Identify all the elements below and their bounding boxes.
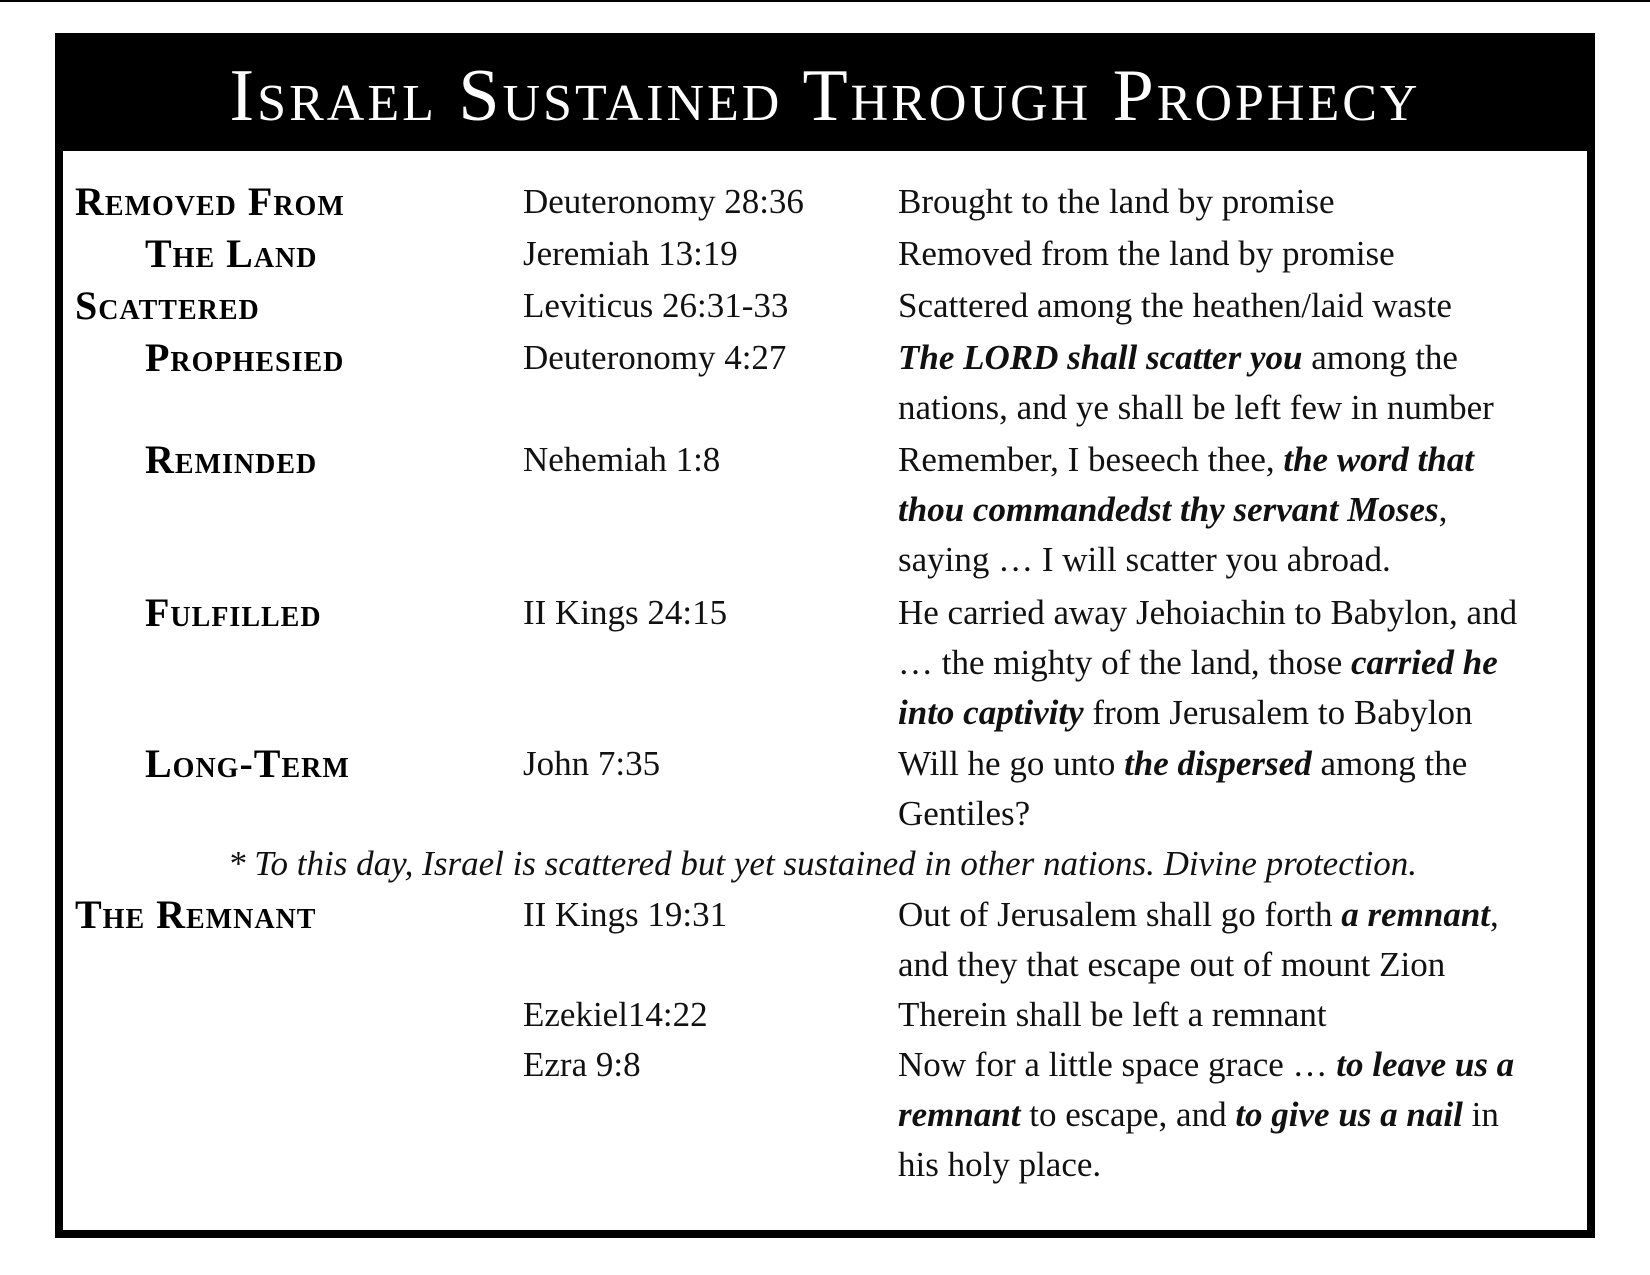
text-line: and they that escape out of mount Zion bbox=[898, 945, 1446, 984]
text-line bbox=[898, 434, 1474, 486]
ref-ezra-9: Ezra 9:8 bbox=[523, 1045, 641, 1084]
emphasis: to give us a nail bbox=[1235, 1095, 1463, 1134]
section-scattered: Scattered bbox=[75, 283, 260, 328]
ref-john-7: John 7:35 bbox=[523, 744, 661, 783]
text-line: his holy place. bbox=[898, 1145, 1102, 1184]
section-removed-line2: The Land bbox=[145, 231, 318, 276]
text-line: saying … I will scatter you abroad. bbox=[898, 540, 1391, 579]
text-line: nations, and ye shall be left few in number bbox=[898, 388, 1494, 427]
text-span: Out of Jerusalem shall go forth bbox=[898, 895, 1342, 934]
ref-ii-kings-24: II Kings 24:15 bbox=[523, 593, 728, 632]
chart-frame bbox=[55, 33, 1595, 1238]
ref-jeremiah-13: Jeremiah 13:19 bbox=[523, 234, 738, 273]
text-span: , bbox=[1438, 490, 1448, 529]
text-span: , bbox=[1490, 895, 1499, 934]
text-line bbox=[898, 1089, 1499, 1141]
emphasis: a remnant bbox=[1341, 895, 1491, 934]
section-remnant: The Remnant bbox=[75, 892, 317, 937]
section-removed-line1: Removed From bbox=[75, 179, 345, 224]
ref-ezekiel-14: Ezekiel14:22 bbox=[523, 995, 708, 1034]
text-line bbox=[898, 889, 1499, 941]
page-title: Israel Sustained Through Prophecy bbox=[229, 54, 1421, 137]
ref-deuteronomy-4: Deuteronomy 4:27 bbox=[523, 338, 787, 377]
section-reminded: Reminded bbox=[145, 437, 318, 482]
emphasis: remnant bbox=[898, 1095, 1021, 1134]
top-rule bbox=[0, 0, 1650, 2]
footnote: * To this day, Israel is scattered but yet sustained in other nations. Divine protection. bbox=[228, 844, 1417, 883]
text-line bbox=[898, 738, 1467, 790]
text-line bbox=[898, 1039, 1514, 1091]
emphasis: The LORD shall scatter you bbox=[898, 338, 1303, 377]
emphasis: the dispersed bbox=[1124, 744, 1312, 783]
text-line: Gentiles? bbox=[898, 794, 1031, 833]
text-span: from Jerusalem to Babylon bbox=[1083, 693, 1473, 732]
text-line bbox=[898, 687, 1472, 739]
emphasis: the word that bbox=[1283, 440, 1474, 479]
emphasis: to leave us a bbox=[1336, 1045, 1515, 1084]
emphasis: into captivity bbox=[898, 693, 1084, 732]
text-line: Removed from the land by promise bbox=[898, 234, 1395, 273]
text-line bbox=[898, 332, 1458, 384]
text-span: Remember, I beseech thee, bbox=[898, 440, 1284, 479]
text-span: … the mighty of the land, those bbox=[898, 643, 1351, 682]
text-span: Now for a little space grace … bbox=[898, 1045, 1337, 1084]
text-span: among the bbox=[1302, 338, 1458, 377]
section-fulfilled: Fulfilled bbox=[145, 590, 322, 635]
text-line: Therein shall be left a remnant bbox=[898, 995, 1327, 1034]
text-span: in bbox=[1462, 1095, 1499, 1134]
ref-nehemiah-1: Nehemiah 1:8 bbox=[523, 440, 721, 479]
text-line: Scattered among the heathen/laid waste bbox=[898, 286, 1452, 325]
title-bar bbox=[63, 41, 1587, 151]
ref-ii-kings-19: II Kings 19:31 bbox=[523, 895, 728, 934]
text-span: Will he go unto bbox=[898, 744, 1125, 783]
text-span: to escape, and bbox=[1020, 1095, 1236, 1134]
emphasis: carried he bbox=[1350, 643, 1498, 682]
text-line: He carried away Jehoiachin to Babylon, and bbox=[898, 593, 1518, 632]
text-span: among the bbox=[1311, 744, 1468, 783]
text-line: Brought to the land by promise bbox=[898, 182, 1335, 221]
ref-leviticus-26: Leviticus 26:31-33 bbox=[523, 286, 789, 325]
text-line bbox=[898, 637, 1498, 689]
emphasis: thou commandedst thy servant Moses bbox=[898, 490, 1439, 529]
ref-deuteronomy-28: Deuteronomy 28:36 bbox=[523, 182, 804, 221]
section-prophesied: Prophesied bbox=[145, 335, 345, 380]
section-long-term: Long-Term bbox=[145, 741, 350, 786]
text-line bbox=[898, 484, 1447, 536]
